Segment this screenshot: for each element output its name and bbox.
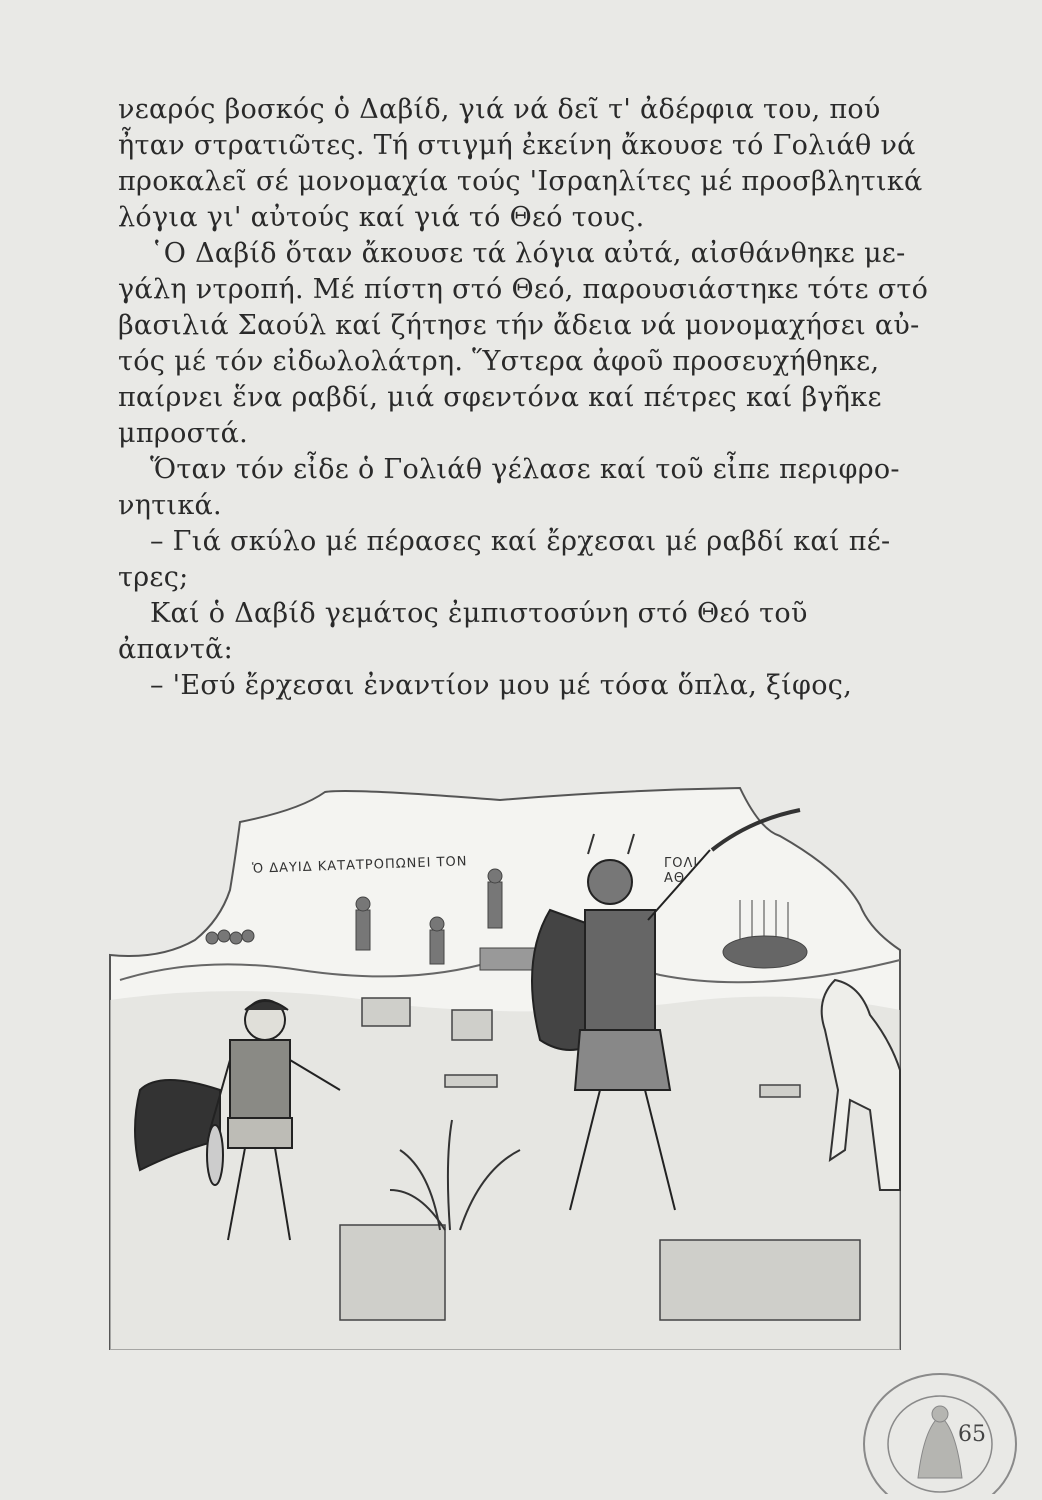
text-line: λόγια γι' αὐτούς καί γιά τό Θεό τους. (118, 202, 645, 233)
text-line: ἀπαντᾶ: (118, 634, 233, 665)
text-line: Ὅταν τόν εἶδε ὁ Γολιάθ γέλασε καί τοῦ εἶπε περιφρο- (150, 454, 900, 485)
page-number: 65 (958, 1422, 986, 1447)
illustration-caption-name: ΓΟΛΙ ΑΘ (664, 856, 699, 886)
text-line: παίρνει ἕνα ραβδί, μιά σφεντόνα καί πέτρες καί βγῆκε (118, 382, 882, 413)
text-line: ῾Ο Δαβίδ ὅταν ἄκουσε τά λόγια αὐτά, αἰσθάνθηκε με- (150, 238, 906, 269)
text-line: νεαρός βοσκός ὁ Δαβίδ, γιά νά δεῖ τ' ἀδέρφια του, πού (118, 94, 881, 125)
text-line: Καί ὁ Δαβίδ γεμάτος ἐμπιστοσύνη στό Θεό τοῦ (150, 598, 808, 629)
david-goliath-illustration (100, 770, 920, 1350)
text-line: γάλη ντροπή. Μέ πίστη στό Θεό, παρουσιάστηκε τότε στό (118, 274, 929, 305)
text-line: προκαλεῖ σέ μονομαχία τούς 'Ισραηλίτες μέ προσβλητικά (118, 166, 923, 197)
text-line: – Γιά σκύλο μέ πέρασες καί ἔρχεσαι μέ ραβδί καί πέ- (150, 526, 891, 557)
library-stamp (858, 1368, 1018, 1494)
body-text (118, 92, 929, 704)
text-line: τρες; (118, 562, 189, 593)
text-line: – 'Εσύ ἔρχεσαι ἐναντίον μου μέ τόσα ὅπλα, ξίφος, (150, 670, 853, 701)
text-line: ἦταν στρατιῶτες. Τή στιγμή ἐκείνη ἄκουσε τό Γολιάθ νά (118, 130, 916, 161)
text-line: μπροστά. (118, 418, 249, 449)
illustration-caption: Ὁ ΔΑΥΙΔ ΚΑΤΑΤΡΟΠΩΝΕΙ ΤΟΝ (251, 854, 468, 877)
text-line: βασιλιά Σαούλ καί ζήτησε τήν ἄδεια νά μονομαχήσει αὐ- (118, 310, 920, 341)
text-line: νητικά. (118, 490, 222, 521)
text-line: τός μέ τόν εἰδωλολάτρη. Ὕστερα ἀφοῦ προσευχήθηκε, (118, 346, 880, 377)
